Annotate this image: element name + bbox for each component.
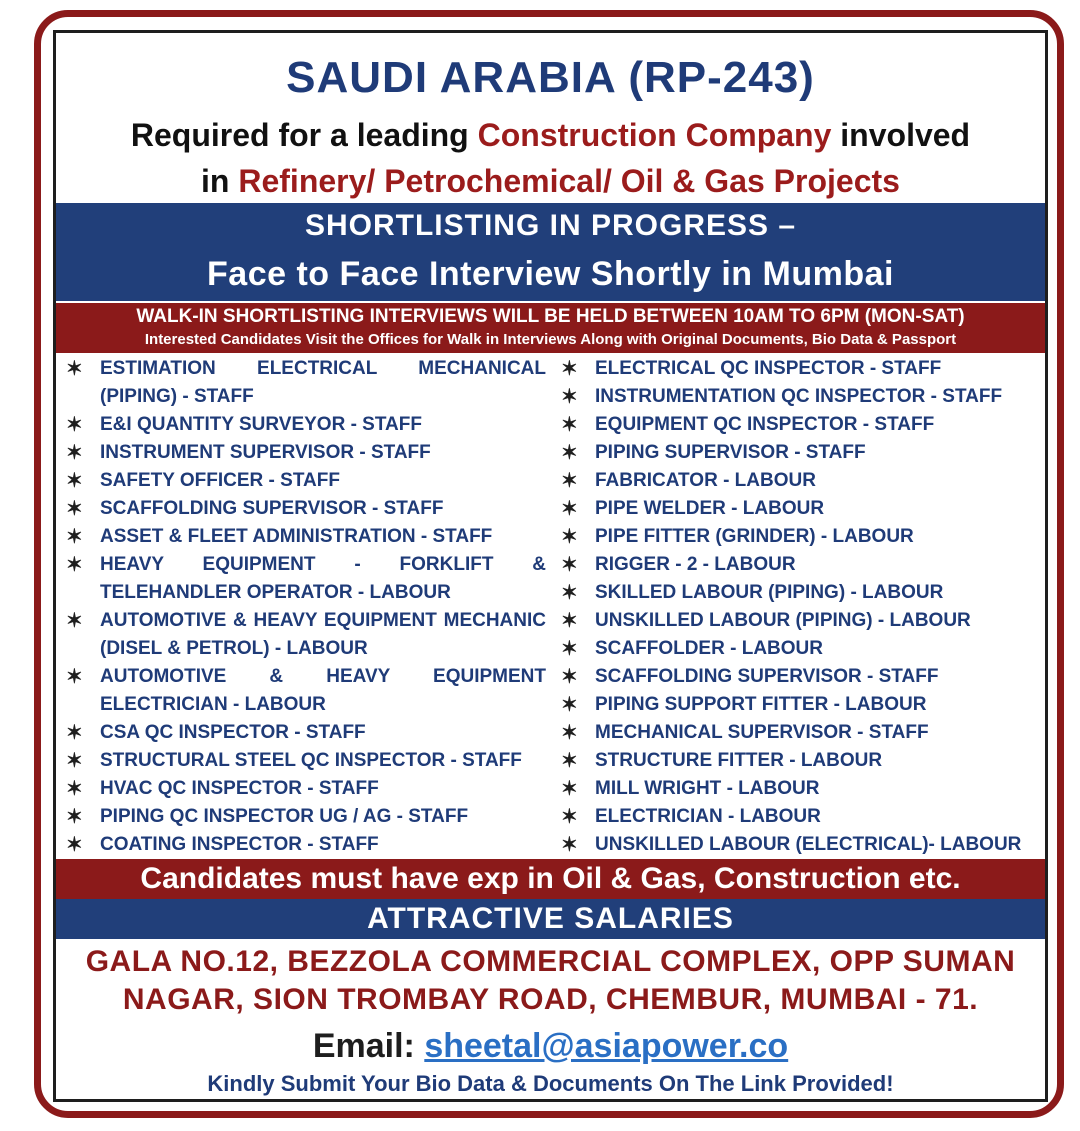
position-title: RIGGER - 2 - LABOUR [595,554,796,575]
position-title: ELECTRICAL QC INSPECTOR - STAFF [595,358,942,379]
position-title: UNSKILLED LABOUR (PIPING) - LABOUR [595,610,971,631]
subtitle-line-2 [56,163,1045,200]
position-title: SAFETY OFFICER - STAFF [100,470,340,491]
position-item [561,607,1041,635]
position-item [561,775,1041,803]
address-line-1: GALA NO.12, BEZZOLA COMMERCIAL COMPLEX, OPP SUMAN [85,945,1016,978]
email-label: Email: [312,1027,415,1065]
star-bullet-icon: ✶ [561,750,578,772]
star-bullet-icon: ✶ [66,554,83,576]
star-bullet-icon: ✶ [66,470,83,492]
position-item [561,439,1041,467]
position-item [561,635,1041,663]
position-item [561,383,1041,411]
position-item [561,523,1041,551]
position-title: AUTOMOTIVE & HEAVY EQUIPMENT MECHANIC (DISEL & PETROL) - LABOUR [100,610,546,659]
position-item [561,831,1041,859]
position-title: UNSKILLED LABOUR (ELECTRICAL)- LABOUR [595,834,1022,855]
star-bullet-icon: ✶ [66,778,83,800]
star-bullet-icon: ✶ [66,750,83,772]
position-item [66,607,546,663]
subtitle-text: in [201,163,239,199]
banner-line-1: SHORTLISTING IN PROGRESS – [304,209,797,242]
position-item [66,355,546,411]
position-title: E&I QUANTITY SURVEYOR - STAFF [100,414,422,435]
star-bullet-icon: ✶ [561,526,578,548]
positions-right-column [561,355,1041,859]
position-item [561,495,1041,523]
email-link[interactable]: sheetal@asiapower.co [424,1027,789,1065]
position-item [561,747,1041,775]
star-bullet-icon: ✶ [561,778,578,800]
star-bullet-icon: ✶ [561,498,578,520]
page-title: SAUDI ARABIA (RP-243) [286,53,815,102]
position-title: INSTRUMENT SUPERVISOR - STAFF [100,442,431,463]
position-item [66,551,546,607]
star-bullet-icon: ✶ [561,554,578,576]
position-item [561,579,1041,607]
position-title: ASSET & FLEET ADMINISTRATION - STAFF [100,526,493,547]
star-bullet-icon: ✶ [561,610,578,632]
walkin-line-1: WALK-IN SHORTLISTING INTERVIEWS WILL BE HELD BETWEEN 10AM TO 6PM (MON-SAT) [136,306,965,327]
star-bullet-icon: ✶ [561,722,578,744]
star-bullet-icon: ✶ [66,442,83,464]
position-title: CSA QC INSPECTOR - STAFF [100,722,366,743]
star-bullet-icon: ✶ [66,666,83,688]
subtitle-highlight: Construction Company [477,117,832,153]
star-bullet-icon: ✶ [561,666,578,688]
salaries-banner: ATTRACTIVE SALARIES [56,899,1045,939]
position-item [66,411,546,439]
star-bullet-icon: ✶ [561,694,578,716]
position-title: PIPING SUPERVISOR - STAFF [595,442,866,463]
position-title: FABRICATOR - LABOUR [595,470,816,491]
star-bullet-icon: ✶ [66,498,83,520]
subtitle-line-1 [56,117,1045,154]
position-title: STRUCTURE FITTER - LABOUR [595,750,883,771]
star-bullet-icon: ✶ [66,806,83,828]
position-title: ELECTRICIAN - LABOUR [595,806,821,827]
position-title: PIPING QC INSPECTOR UG / AG - STAFF [100,806,469,827]
position-item [66,747,546,775]
star-bullet-icon: ✶ [561,442,578,464]
banner-line-2: Face to Face Interview Shortly in Mumbai [207,255,894,293]
position-item [561,803,1041,831]
position-item [66,467,546,495]
email-row [56,1027,1045,1066]
star-bullet-icon: ✶ [561,638,578,660]
subtitle-text: involved [831,117,971,153]
position-title: SCAFFOLDER - LABOUR [595,638,823,659]
position-item [66,523,546,551]
position-item [561,663,1041,691]
star-bullet-icon: ✶ [561,358,578,380]
position-title: ESTIMATION ELECTRICAL MECHANICAL (PIPING) - STAFF [100,358,546,407]
position-title: HVAC QC INSPECTOR - STAFF [100,778,379,799]
star-bullet-icon: ✶ [66,526,83,548]
submit-note: Kindly Submit Your Bio Data & Documents On The Link Provided! [207,1071,894,1096]
position-item [561,411,1041,439]
star-bullet-icon: ✶ [561,414,578,436]
star-bullet-icon: ✶ [561,806,578,828]
position-item [66,719,546,747]
position-title: SCAFFOLDING SUPERVISOR - STAFF [595,666,939,687]
position-item [66,663,546,719]
position-item [561,467,1041,495]
position-item [66,439,546,467]
star-bullet-icon: ✶ [66,722,83,744]
position-title: MILL WRIGHT - LABOUR [595,778,820,799]
position-title: PIPING SUPPORT FITTER - LABOUR [595,694,927,715]
subtitle-highlight: Refinery/ Petrochemical/ Oil & Gas Projects [238,163,900,199]
star-bullet-icon: ✶ [561,582,578,604]
position-item [66,803,546,831]
star-bullet-icon: ✶ [66,610,83,632]
position-title: MECHANICAL SUPERVISOR - STAFF [595,722,929,743]
position-title: SCAFFOLDING SUPERVISOR - STAFF [100,498,444,519]
walkin-line-2: Interested Candidates Visit the Offices for Walk in Interviews Along with Original Documents, Bio Data & Passport [144,331,957,348]
position-item [561,719,1041,747]
position-item [66,831,546,859]
positions-left-column [66,355,546,859]
position-item [561,355,1041,383]
walkin-banner [56,303,1045,353]
position-title: SKILLED LABOUR (PIPING) - LABOUR [595,582,944,603]
position-title: COATING INSPECTOR - STAFF [100,834,379,855]
position-title: PIPE FITTER (GRINDER) - LABOUR [595,526,914,547]
position-item [561,691,1041,719]
position-item [66,775,546,803]
star-bullet-icon: ✶ [561,386,578,408]
star-bullet-icon: ✶ [561,470,578,492]
position-title: PIPE WELDER - LABOUR [595,498,825,519]
star-bullet-icon: ✶ [66,834,83,856]
position-title: EQUIPMENT QC INSPECTOR - STAFF [595,414,935,435]
position-item [561,551,1041,579]
position-item [66,495,546,523]
position-title: HEAVY EQUIPMENT - FORKLIFT & TELEHANDLER OPERATOR - LABOUR [100,554,546,603]
position-title: INSTRUMENTATION QC INSPECTOR - STAFF [595,386,1003,407]
star-bullet-icon: ✶ [66,414,83,436]
flyer [53,30,1048,1102]
subtitle-text: Required for a leading [130,117,478,153]
position-title: STRUCTURAL STEEL QC INSPECTOR - STAFF [100,750,522,771]
shortlisting-banner [56,203,1045,301]
address-line-2: NAGAR, SION TROMBAY ROAD, CHEMBUR, MUMBAI - 71. [122,983,979,1016]
position-title: AUTOMOTIVE & HEAVY EQUIPMENT ELECTRICIAN - LABOUR [100,666,546,715]
star-bullet-icon: ✶ [66,358,83,380]
experience-banner: Candidates must have exp in Oil & Gas, Construction etc. [56,859,1045,899]
star-bullet-icon: ✶ [561,834,578,856]
